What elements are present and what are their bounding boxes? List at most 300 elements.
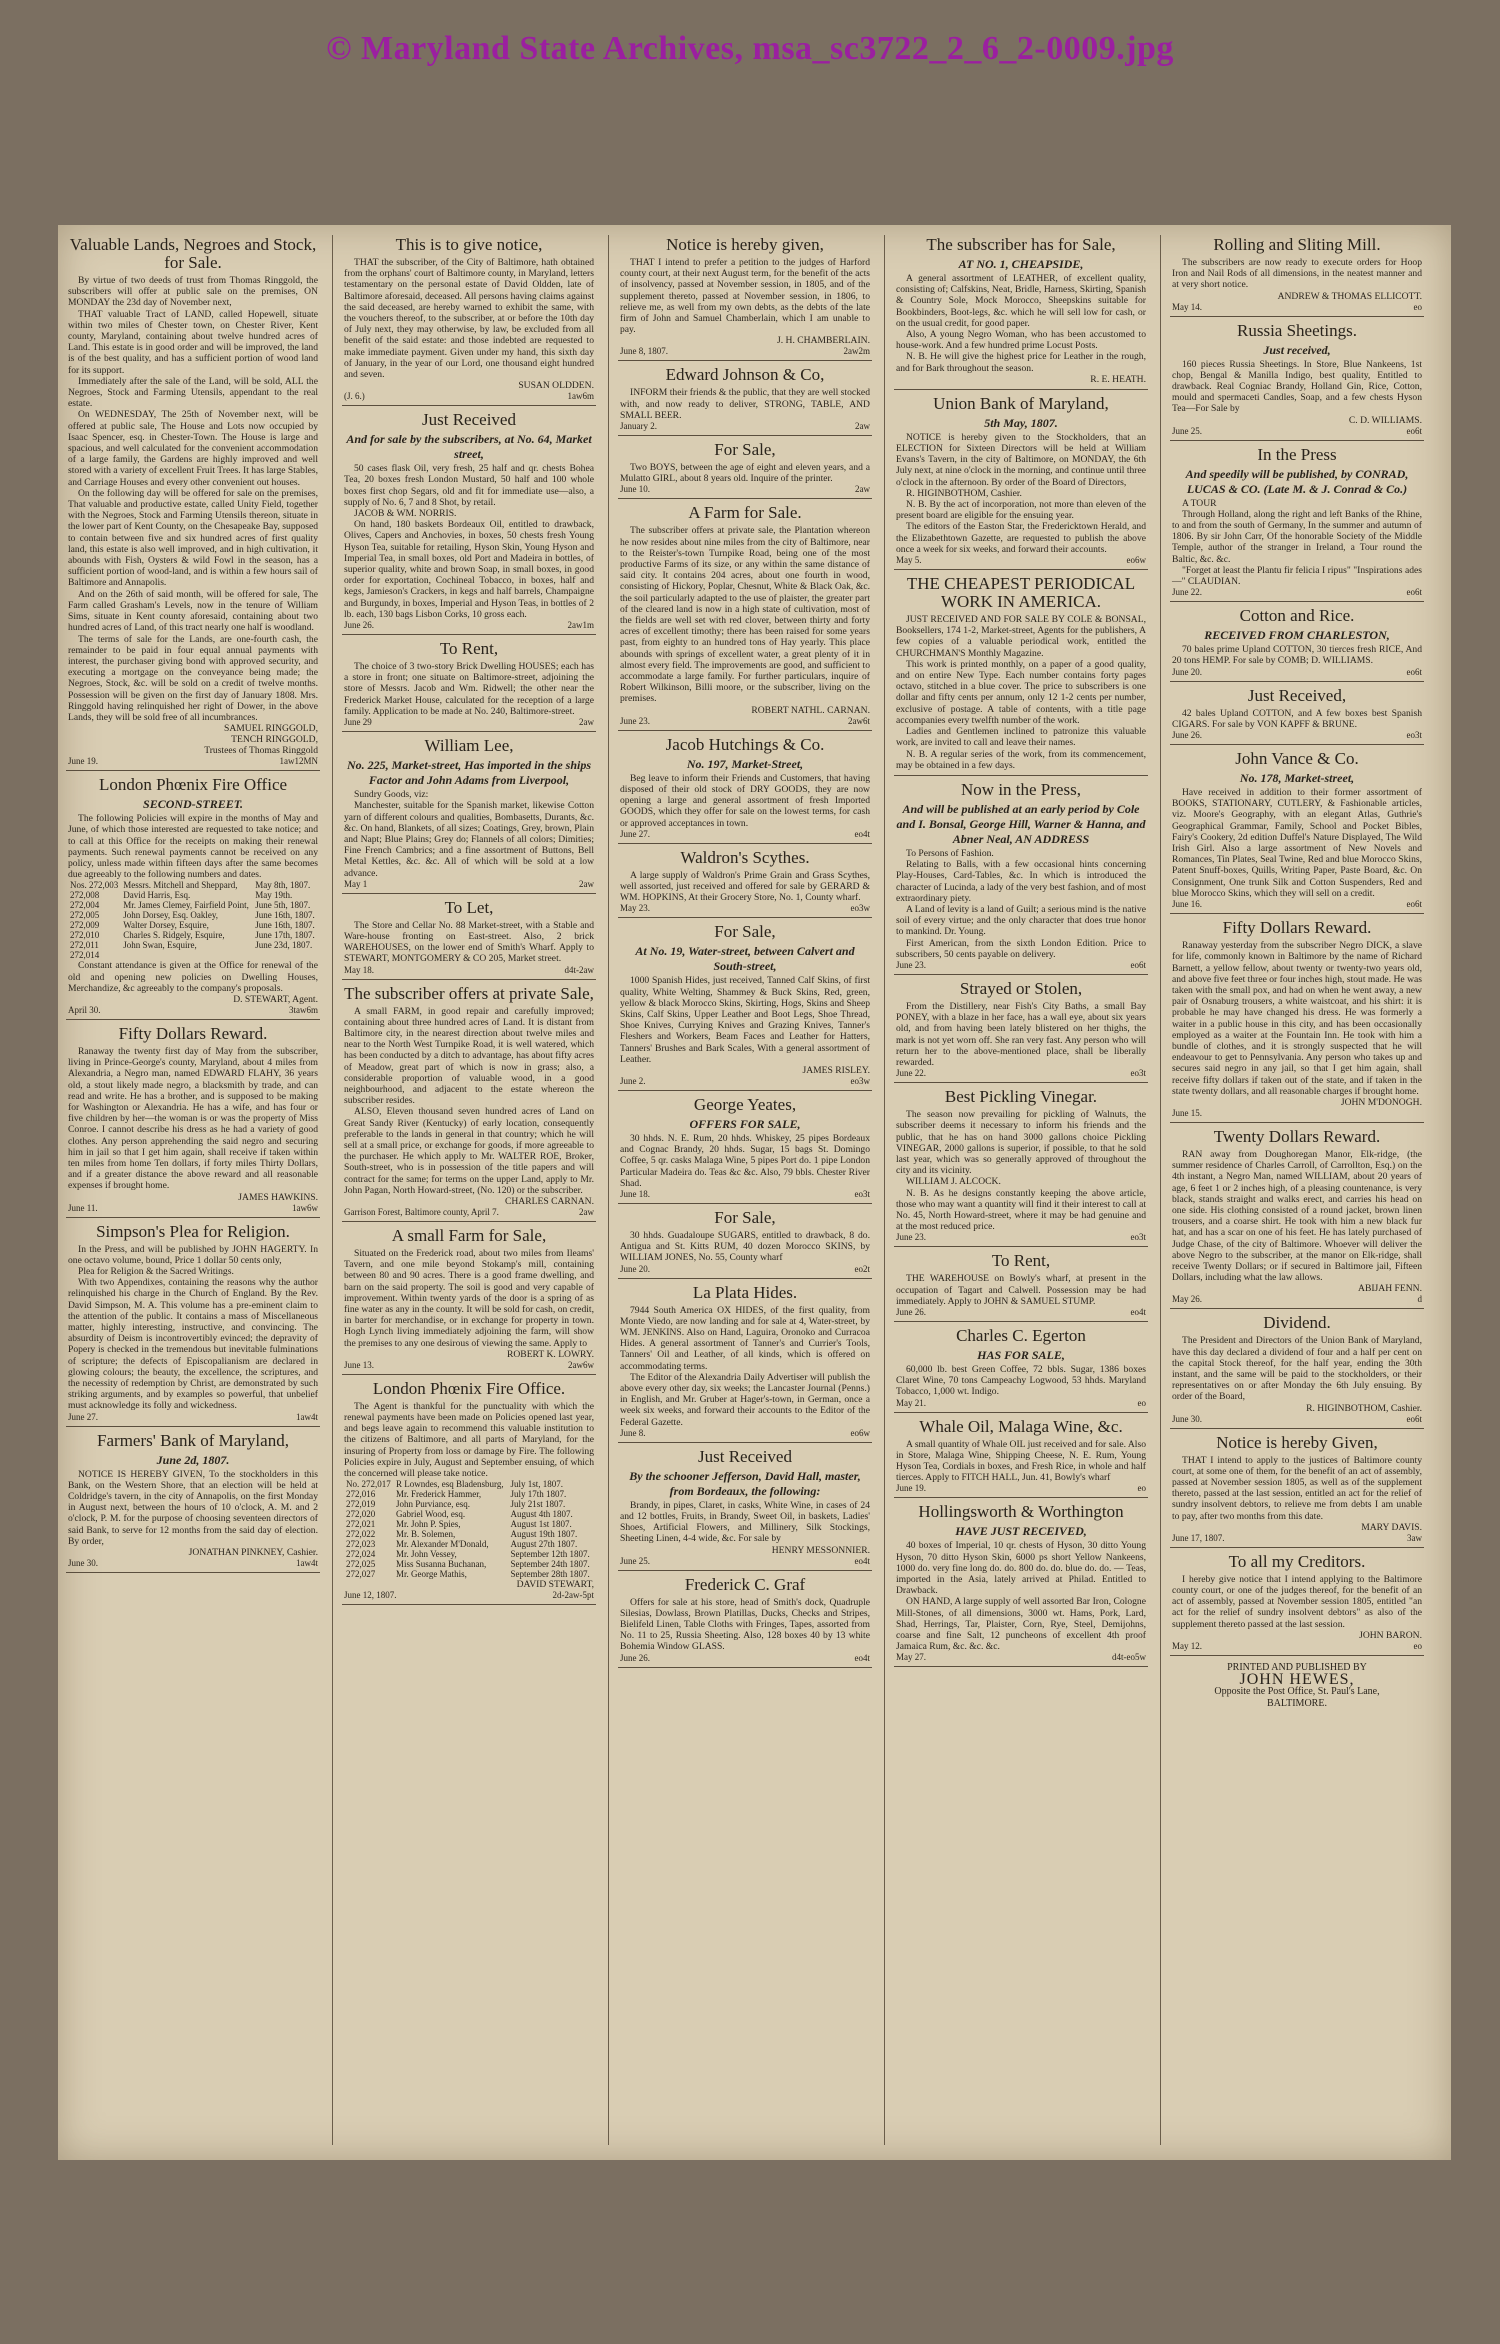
ad-title: John Vance & Co. (1235, 749, 1359, 769)
ad-paragraph: And on the 26th of said month, will be offered for sale, The Farm called Grasham's Levels, now in the tenure of William Sims, situate in Kent county aforesaid, containing about two hundred acres of Land, of this tract nearly one half is woodland. (68, 588, 318, 634)
ad-paragraph: A TOUR (1182, 497, 1217, 509)
ad-subtitle: SECOND-STREET. (143, 797, 243, 812)
advertisement (618, 1091, 872, 1204)
ad-date: May 5. (896, 555, 922, 566)
advertisement (342, 635, 596, 732)
advertisement (66, 1020, 320, 1218)
advertisement (66, 231, 320, 771)
advertisement (894, 776, 1148, 975)
ad-title: For Sale, (714, 922, 776, 942)
ad-date: (J. 6.) (344, 391, 365, 402)
ad-footer (896, 1307, 1146, 1317)
ad-title: Valuable Lands, Negroes and Stock, for Sale. (69, 235, 317, 272)
ad-insertion-code: eo3t (1406, 730, 1422, 741)
ad-title: For Sale, (714, 440, 776, 460)
ad-insertion-code: eo6t (1406, 899, 1422, 910)
ad-paragraph: Two BOYS, between the age of eight and eleven years, and a Mulatto GIRL, about 8 years old. Inquire of the printer. (620, 462, 870, 485)
ad-paragraph: A Land of levity is a land of Guilt; a serious mind is the native soil of every virtue; and the only character that does true honor to mankind. Dr. Young. (896, 903, 1146, 938)
ad-paragraph: "Forget at least the Plantu fir felicia I ripus" "Inspirations ades—" CLAUDIAN. (1172, 564, 1422, 588)
table-cell: May 8th, 1807. (255, 880, 311, 891)
ad-paragraph: JACOB & WM. NORRIS. (354, 508, 457, 520)
ad-paragraph: NOTICE is hereby given to the Stockholders, that an ELECTION for Sixteen Directors will be held at William Evans's Tavern, in the city of Baltimore, on MONDAY, the 6th July next, at nine o'clock in the morning, and continue until three o'clock in the afternoon. By order of the Board of Directors, (896, 431, 1146, 488)
ad-date: May 26. (1172, 1294, 1202, 1305)
ad-footer (1172, 1108, 1422, 1118)
advertisement (618, 361, 872, 436)
ad-date: January 2. (620, 421, 657, 432)
table-row (68, 920, 318, 930)
ad-date: May 18. (344, 964, 374, 975)
advertisement (66, 1218, 320, 1427)
ad-paragraph: A small FARM, in good repair and carefully improved; containing about three hundred acres of Land. It is distant from Baltimore city, in the nearest direction about twelve miles and near to the North West Turnpike Road, it is well watered, which has been conducted by a ditch to advantage, has about fifty acres of Meadow, great part of which is now in grass; also, a considerable proportion of valuable wood, in a good neighbourhood, and adjacent to the estate whereon the subscriber resides. (344, 1005, 594, 1107)
advertisement (66, 1427, 320, 1573)
ad-insertion-code: eo (1137, 1483, 1146, 1494)
table-row (68, 910, 318, 920)
ad-title: Just Received (422, 410, 516, 430)
ad-title: Whale Oil, Malaga Wine, &c. (919, 1416, 1123, 1436)
ad-footer (68, 1203, 318, 1213)
ad-date: June 15. (1172, 1107, 1202, 1118)
ad-insertion-code: 2aw (855, 484, 870, 495)
table-cell: Mr. B. Solemen, (396, 1529, 456, 1540)
ad-paragraph: A general assortment of LEATHER, of excellent quality, consisting of; Calfskins, Neat, Bridle, Harness, Skirting, Spanish & Country Sole, Mock Morocco, Sheepskins suitable for Bookbinders, Boot-legs, &c. which he will sell low for cash, or on the usual credit, for good paper. (896, 273, 1146, 329)
table-cell: July 17th 1807. (510, 1489, 567, 1500)
advertisement (618, 731, 872, 844)
advertisement (1170, 914, 1424, 1123)
ad-date: May 23. (620, 903, 650, 914)
column-3 (618, 231, 872, 2151)
ad-paragraph: 40 boxes of Imperial, 10 qr. chests of Hyson, 30 ditto Young Hyson, 70 ditto Hyson Skin, 6000 ps short Yellow Nankeens, 1000 do. very fine long do. do. 800 do. do. blue do. do. — Teas, imported in the Asia, lately arrived at Philad. Entitled to Drawback. (896, 1540, 1146, 1597)
ad-subtitle: At No. 19, Water-street, between Calvert and South-street, (635, 944, 855, 974)
ad-paragraph: On the following day will be offered for sale on the premises, That valuable and productive estate, called Unity Field, together with the Negroes, Stock and Farming Utensils thereon, situate in the lower part of Kent County, on the Chesapeake Bay, supposed to contain between five and six hundred acres of first quality land, this estate is also well improved, and in high cultivation, it abounds with Fish, Oysters & wild Fowl in the season, has a sufficient portion of wood-land, and is within a few hours sail of Baltimore and Annapolis. (68, 487, 318, 589)
table-row (344, 1539, 594, 1549)
ad-paragraph: Constant attendance is given at the Office for renewal of the old and opening new policies on Dwelling Houses, Merchandize, &c agreeably to the company's proposals. (68, 960, 318, 994)
column-rule (608, 235, 609, 2145)
ad-paragraph: The Agent is thankful for the punctuality with which the renewal payments have been made on Policies opened last year, and begs leave again to recommend this valuable institution to the citizens of Baltimore, and all parts of Maryland, for the insuring of Property from loss or damage by Fire. The following Policies expire in July, August and September ensuing, of which the concerned will please take notice. (344, 1400, 594, 1480)
ad-title: Dividend. (1263, 1313, 1331, 1333)
ad-title: London Phœnix Fire Office. (372, 1378, 566, 1398)
column-rule (884, 235, 885, 2145)
table-row (68, 890, 318, 900)
ad-paragraph: I hereby give notice that I intend applying to the Baltimore county court, or one of the judges thereof, for the benefit of an act of assembly, passed at November session 1805, entitled "an act for the relief of sundry insolvent debtors" as also of the supplement thereto passed at the last session. (1172, 1573, 1422, 1630)
table-cell: 272,022 (346, 1529, 376, 1540)
ad-title: George Yeates, (693, 1094, 797, 1114)
ad-insertion-code: d4t-2aw (564, 964, 594, 975)
ad-date: June 23. (620, 715, 650, 726)
ad-paragraph: On WEDNESDAY, The 25th of November next, will be offered at public sale, The House and Lots now occupied by Isaac Spencer, esq. in Chester-Town. The House is large and spacious, and well calculated for the convenient accommodation of a large family, the Gardens are highly improved and well stored with a variety of excellent Fruit Trees. It has large Stables, and Carriage Houses and every other convenient out houses. (68, 409, 319, 488)
table-cell: Mr. John Vessey, (396, 1549, 457, 1560)
ad-date: June 13. (344, 1359, 374, 1370)
ad-insertion-code: eo6t (1406, 1413, 1422, 1424)
ad-subtitle: No. 225, Market-street, Has imported in the ships Factor and John Adams from Liverpool, (346, 758, 591, 788)
ad-title: Charles C. Egerton (956, 1326, 1086, 1345)
ad-insertion-code: eo6w (850, 1427, 870, 1438)
ad-insertion-code: eo6t (1130, 959, 1146, 970)
ad-footer (1172, 899, 1422, 909)
ad-title: Notice is hereby given, (666, 235, 824, 254)
advertisement (66, 771, 320, 1020)
ad-signature: ROBERT NATHL. CARNAN. (751, 704, 870, 716)
ad-footer (344, 1360, 594, 1370)
table-cell: July 21st 1807. (510, 1499, 566, 1510)
ad-footer (1172, 1414, 1422, 1424)
ad-paragraph: ON HAND, A large supply of well assorted Bar Iron, Cologne Mill-Stones, of all dimensions, 3000 wt. Hams, Pork, Lard, Shad, Herrings, Tar, Plaister, Corn, Rye, Steel, Demijohns, coarse and fine Salt, 12 puncheons of excellent 4th proof Jamaica Rum, &c. &c. &c. (896, 1596, 1146, 1653)
ad-footer (344, 1590, 594, 1600)
advertisement (618, 918, 872, 1091)
ad-paragraph: 42 bales Upland COTTON, and A few boxes best Spanish CIGARS. For sale by VON KAPFF & BRUNE. (1172, 707, 1422, 730)
table-cell: Mr. Alexander M'Donald, (396, 1539, 489, 1550)
ad-insertion-code: 3aw (1407, 1532, 1422, 1543)
ad-paragraph: Plea for Religion & the Sacred Writings. (78, 1266, 234, 1277)
ad-signature: DAVID STEWART, (516, 1579, 594, 1591)
table-cell: September 28th 1807. (510, 1569, 590, 1580)
table-cell (253, 950, 318, 960)
ad-insertion-code: eo4t (1130, 1307, 1146, 1317)
ad-paragraph: 1000 Spanish Hides, just received, Tanned Calf Skins, of first quality, White Welting, Shammey & Buck Skins, Red, green, yellow & black Morocco Skins, Skirting, Hogs, Skins and Sheep Skins, Calf Skins, Upper Leather and Boot Legs, Shoe Thread, Shoe Knives, Currying Knives and Grazing Knives, Tanner's Fleshers and Workers, Beam Faces and Leather for Hatters, Tanners' Brushes and Bark Scales, With a general assortment of Leather. (620, 975, 870, 1065)
ad-title: For Sale, (714, 1207, 776, 1227)
ad-signature: ABIJAH FENN. (1358, 1283, 1422, 1295)
ad-paragraph: Immediately after the sale of the Land, will be sold, ALL the Negroes, Stock and Farming Utensils, appendant to the real estate. (68, 375, 318, 410)
ad-insertion-code: eo4t (854, 828, 870, 839)
ad-paragraph: Beg leave to inform their Friends and Customers, that having disposed of their old stock of DRY GOODS, they are now opening a large and general assortment of fresh Imported GOODS, which they offer for sale on the lowest terms, for cash or approved acceptances in town. (620, 772, 870, 829)
table-row (344, 1479, 594, 1489)
ad-date: June 20. (620, 1263, 650, 1274)
ad-footer (1172, 426, 1422, 436)
ad-insertion-code: d4t-eo5w (1112, 1652, 1146, 1663)
ad-date: June 27. (620, 828, 650, 839)
ad-date: June 11. (68, 1202, 98, 1213)
ad-signature: SUSAN OLDDEN. (518, 380, 594, 392)
ad-signature: R. HIGINBOTHOM, Cashier. (1306, 1402, 1422, 1414)
policy-table (68, 880, 318, 960)
imprint-line: Opposite the Post Office, St. Paul's Lane, (1214, 1685, 1380, 1697)
ad-paragraph: A small quantity of Whale OIL just received and for sale. Also in Store, Malaga Wine, Shipping Cheese, N. E. Rum, Young Hyson Tea, Cordials in boxes, and Fresh Rice, in whole and half tierces. Apply to FITCH HALL, Jun. 41, Bowly's wharf (896, 1438, 1146, 1484)
ad-date: June 30. (1172, 1413, 1202, 1424)
ad-title: William Lee, (424, 736, 514, 756)
ad-title: La Plata Hides. (692, 1282, 798, 1302)
imprint-publisher: JOHN HEWES, (1239, 1670, 1355, 1688)
table-cell: Mr. James Clemey, Fairfield Point, (123, 900, 249, 911)
ad-footer (620, 346, 870, 356)
table-cell: 272,020 (346, 1509, 376, 1520)
ad-paragraph: R. HIGINBOTHOM, Cashier. (906, 487, 1022, 499)
ad-insertion-code: 2aw1m (567, 620, 594, 631)
ad-footer (896, 555, 1146, 565)
ad-title: To all my Creditors. (1228, 1551, 1366, 1571)
ad-subtitle: No. 178, Market-street, (1239, 771, 1355, 786)
ad-paragraph: THAT I intend to apply to the justices of Baltimore county court, at some one of them, for the benefit of an act of assembly, passed at November session 1805, as well as of the supplement thereto, passed at the last session, entitled an act for the relief of sundry insolvent debtors, to relieve me from debts I am unable to pay, after two months from this date. (1172, 1454, 1422, 1522)
ad-signature: JONATHAN PINKNEY, Cashier. (188, 1547, 318, 1559)
ad-paragraph: A large supply of Waldron's Prime Grain and Grass Scythes, well assorted, just received and offered for sale by GERARD & WM. HOPKINS, At their Grocery Store, No. 1, County wharf. (620, 869, 870, 904)
advertisement (1170, 1429, 1424, 1548)
ad-signature: CHARLES CARNAN. (504, 1195, 594, 1207)
ad-paragraph: The choice of 3 two-story Brick Dwelling HOUSES; each has a store in front; one situate on Baltimore-street, adjoining the store of Messrs. Jacob and Wm. Ridwell; the other near the Frederick Market House, calculated for the reception of a large family. Application to be made at No. 240, Baltimore-street. (344, 661, 594, 717)
table-cell: Mr. George Mathis, (396, 1569, 467, 1580)
advertisement (894, 1413, 1148, 1499)
ad-footer (896, 1652, 1146, 1662)
ad-title: Notice is hereby Given, (1216, 1432, 1378, 1452)
ad-signature: SAMUEL RINGGOLD, (224, 723, 318, 735)
table-row (68, 900, 318, 910)
table-cell: August 19th 1807. (510, 1529, 578, 1540)
ad-date: June 29 (344, 717, 372, 728)
advertisement (618, 844, 872, 919)
ad-signature: Trustees of Thomas Ringgold (204, 745, 318, 757)
ad-insertion-code: 2aw (579, 717, 594, 728)
ad-subtitle: By the schooner Jefferson, David Hall, master, from Bordeaux, the following: (629, 1468, 861, 1498)
advertisement (894, 1498, 1148, 1667)
ad-date: April 30. (68, 1004, 101, 1015)
ad-insertion-code: eo6t (1406, 587, 1422, 598)
table-cell: 272,021 (346, 1519, 376, 1530)
ad-footer (620, 716, 870, 726)
ad-paragraph: The following Policies will expire in the months of May and June, of which those interested are requested to take notice; and to call at this Office for the receipts on making their renewal payments. Such renewal payments cannot be received on any policy, unless made within fifteen days after the same becomes due agreeably to the following numbers and dates. (68, 813, 318, 881)
ad-paragraph: WILLIAM J. ALCOCK. (906, 1176, 1001, 1188)
ad-title: The subscriber has for Sale, (926, 235, 1116, 254)
ad-title: Cotton and Rice. (1239, 606, 1355, 626)
ad-title: Russia Sheetings. (1237, 320, 1357, 340)
ad-footer (1172, 587, 1422, 597)
ad-footer (68, 1412, 318, 1422)
ad-insertion-code: eo6t (1406, 425, 1422, 436)
ad-subtitle: OFFERS FOR SALE, (689, 1116, 801, 1131)
ad-footer (896, 1483, 1146, 1493)
ad-title: Waldron's Scythes. (680, 847, 810, 867)
ad-title: Just Received, (1247, 685, 1347, 705)
table-cell: 272,009 (70, 920, 100, 931)
ad-footer (1172, 1533, 1422, 1543)
table-cell: David Harris, Esq. (123, 890, 191, 901)
table-cell: 272,004 (70, 900, 100, 911)
ad-title: This is to give notice, (395, 235, 543, 254)
ad-footer (344, 965, 594, 975)
ad-footer (620, 484, 870, 494)
ad-date: May 1 (344, 878, 368, 889)
column-rule (332, 235, 333, 2145)
ad-insertion-code: 1aw4t (296, 1411, 318, 1422)
ad-paragraph: Manchester, suitable for the Spanish market, likewise Cotton yarn of different colours and qualities, Bombasetts, Durants, &c. &c. On hand, Blankets, of all sizes; Coatings, Grey, brown, Plain and Napt; Blue Plains; Grey do; Flannels of all colors; Dimities; Fine French Cambrics; and a fine assortment of Buttons, Bell Metal Kettles, &c. &c. All of which will be sold at a low advance. (344, 800, 594, 879)
ad-paragraph: THAT the subscriber, of the City of Baltimore, hath obtained from the orphans' court of Baltimore county, in Maryland, letters testamentary on the personal estate of David Oldden, late of Baltimore aforesaid, deceased. All persons having claims against the said deceased, are hereby warned to exhibit the same, with the vouchers thereof, to the subscriber, at or before the 10th day of July next, they may otherwise, by law, be excluded from all benefit of the said estate: and those indebted are requested to make immediate payment. Given under my hand, this sixth day of January, in the year of our Lord, one thousand eight hundred and seven. (344, 257, 594, 381)
ad-footer (344, 391, 594, 401)
advertisement (1170, 231, 1424, 317)
ad-paragraph: 160 pieces Russia Sheetings. In Store, Blue Nankeens, 1st chop, Bengal & Manilla Indigo, best quality, Entitled to drawback. Real Cogniac Brandy, Holland Gin, Rice, Cotton, mould and spermaceti Candles, Soap, and a few chests Hyson Tea—For Sale by (1172, 358, 1422, 415)
ad-signature: HENRY MESSONNIER. (771, 1544, 870, 1556)
ad-paragraph: The terms of sale for the Lands, are one-fourth cash, the remainder to be paid in four equal annual payments with interest, the purchaser giving bond with approved security, and executing a mortgage on the conveyance being made; the Negroes, Stock, &c. will be sold on a credit of twelve months. Possession will be given on the first day of January 1808. Mrs. Ringgold having relinquished her right of Dower, in the above Lands, they will be sold free of all incumbrances. (68, 633, 318, 723)
ad-subtitle: 5th May, 1807. (984, 415, 1058, 430)
ad-signature: C. D. WILLIAMS. (1348, 414, 1422, 426)
table-cell: 272,008 (70, 890, 100, 901)
ad-paragraph: The season now prevailing for pickling of Walnuts, the subscriber deems it necessary to inform his friends and the public, that he has on hand 3000 gallons choice Pickling VINEGAR, 2000 gallons is superior, if possible, to that he sold last year, which was so generally approved of throughout the city and its vicinity. (896, 1109, 1146, 1177)
advertisement (342, 980, 596, 1222)
ad-paragraph: The Editor of the Alexandria Daily Advertiser will publish the above every other day, six weeks; the Lancaster Journal (Penns.) in English, and Mr. Gruber at Hager's-town, in German, once a week six weeks, and forward their accounts to the Editor of the Federal Gazette. (620, 1371, 870, 1428)
ad-paragraph: 7944 South America OX HIDES, of the first quality, from Monte Viedo, are now landing and for sale at 4, Water-street, by WM. JENKINS. Also on Hand, Laguira, Oronoko and Curracoa Hides. A general assortment of Tanner's and Currier's Tools, Tanners' Oil and Leather, of all kinds, which is offered on accommodating terms. (620, 1304, 870, 1372)
ad-insertion-code: eo (1413, 1640, 1422, 1651)
ad-date: June 16. (1172, 899, 1202, 910)
ad-date: June 18. (620, 1188, 650, 1199)
ad-date: June 23. (896, 959, 926, 970)
table-cell: 272,025 (346, 1559, 376, 1570)
table-cell: June 16th, 1807. (255, 910, 315, 921)
ad-date: May 27. (896, 1652, 926, 1663)
ad-date: June 22. (1172, 587, 1202, 598)
ad-paragraph: Brandy, in pipes, Claret, in casks, White Wine, in cases of 24 and 12 bottles, Fruits, in Brandy, Sweet Oil, in baskets, Ladies' Shoes, Artificial Flowers, and Millinery, Silk Stockings, Sheeting Linen, 4-4 wide, &c. For sale by (620, 1499, 870, 1545)
ad-title: Union Bank of Maryland, (933, 393, 1109, 413)
advertisement (618, 1443, 872, 1571)
table-cell: Gabriel Wood, esq. (396, 1509, 466, 1520)
ad-signature: ROBERT K. LOWRY. (506, 1348, 594, 1360)
table-cell: 272,019 (346, 1499, 376, 1510)
ad-insertion-code: eo3t (1130, 1232, 1146, 1243)
ad-paragraph: Ranaway the twenty first day of May from the subscriber, living in Prince-George's county, Maryland, about 4 miles from Alexandria, a Negro man, named EDWARD FLAHY, 36 years old, a stout likely made negro, a blacksmith by trade, and can read and write. He has a brother, and is supposed to be making for Washington or Alexandria. He has a wife, and has four or five children by her—the woman is or was the property of Miss Conroe. I cannot describe his dress as he had a variety of good clothes. Any person apprehending the said negro and securing him in jail so that I get him again, shall receive if taken within ten miles from home Ten dollars, if forty miles Thirty Dollars, and if a greater distance the above reward and all reasonable expenses if brought home. (68, 1045, 318, 1192)
advertisement (342, 894, 596, 980)
ad-date: May 12. (1172, 1640, 1202, 1651)
table-cell: John Swan, Esquire, (123, 940, 197, 951)
ad-footer (896, 1398, 1146, 1408)
ad-insertion-code: eo4t (854, 1555, 870, 1566)
ad-date: June 19. (68, 756, 98, 767)
ad-footer (1172, 302, 1422, 312)
table-cell: September 12th 1807. (510, 1549, 590, 1560)
table-row (68, 880, 318, 890)
table-cell: Miss Susanna Buchanan, (396, 1559, 487, 1570)
ad-footer (620, 829, 870, 839)
table-cell: No. 272,017 (346, 1479, 391, 1490)
printer-imprint (1170, 1656, 1424, 1710)
advertisement (342, 732, 596, 894)
ad-date: June 25. (620, 1555, 650, 1566)
ad-date: June 25. (1172, 425, 1202, 436)
ad-title: Now in the Press, (961, 779, 1081, 799)
ad-date: June 2. (620, 1075, 646, 1086)
ad-subtitle: AT NO. 1, CHEAPSIDE, (958, 257, 1084, 271)
advertisement (342, 1222, 596, 1375)
column-2 (342, 231, 596, 2151)
ad-footer (620, 1264, 870, 1274)
ad-paragraph: THAT I intend to prefer a petition to the judges of Harford county court, at their next August term, for the benefit of the acts of insolvency, passed at November session, in 1805, and of the supplement thereto, passed at November session, in 1806, to relieve me, as well from my own debts, as the debts of the late firm of John and Samuel Chamberlain, which I am unable to pay. (620, 257, 870, 336)
advertisement (894, 1083, 1148, 1247)
advertisement (894, 1247, 1148, 1322)
ad-date: June 26. (896, 1307, 926, 1317)
table-cell: 272,005 (70, 910, 100, 921)
ad-title: Best Pickling Vinegar. (944, 1087, 1098, 1107)
ad-footer (344, 620, 594, 630)
ad-title: THE CHEAPEST PERIODICAL WORK IN AMERICA. (906, 574, 1136, 612)
ad-subtitle: Just received, (1263, 342, 1331, 357)
ad-paragraph: 50 cases flask Oil, very fresh, 25 half and qr. chests Bohea Tea, 20 boxes fresh London Mustard, 50 half and 100 whole boxes first chop Segars, old and fit for immediate use—also, a supply of No. 6, 7 and 8 Shot, by retail. (344, 463, 594, 508)
ad-date: June 20. (1172, 666, 1202, 677)
ad-signature: ANDREW & THOMAS ELLICOTT. (1277, 290, 1422, 302)
table-cell: August 4th 1807. (510, 1509, 573, 1520)
ad-footer (1172, 1641, 1422, 1651)
ad-title: Hollingsworth & Worthington (918, 1502, 1124, 1522)
ad-paragraph: 30 hhds. Guadaloupe SUGARS, entitled to drawback, 8 do. Antigua and St. Kitts RUM, 40 dozen Morocco SKINS, by WILLIAM JONES, No. 55, County wharf (620, 1229, 870, 1264)
ad-paragraph: 70 bales prime Upland COTTON, 30 tierces fresh RICE, And 20 tons HEMP. For sale by COMB; D. WILLIAMS. (1172, 644, 1422, 667)
ad-paragraph: Offers for sale at his store, head of Smith's dock, Quadruple Silesias, Dowlass, Brown Platillas, Ducks, Checks and Stripes, Bielifeld Linen, Table Cloths with Fringes, Tapes, assorted from No. 11 to 25, Russia Sheeting. Also, 128 boxes 40 by 13 white Bohemia Window GLASS. (620, 1596, 870, 1653)
ad-title: Strayed or Stolen, (959, 978, 1083, 998)
advertisement (894, 570, 1148, 776)
table-cell: 272,016 (346, 1489, 376, 1500)
ad-title: Rolling and Sliting Mill. (1213, 235, 1381, 254)
imprint-line: PRINTED AND PUBLISHED BY (1227, 1661, 1367, 1673)
ad-title: Twenty Dollars Reward. (1213, 1126, 1381, 1146)
archive-watermark: © Maryland State Archives, msa_sc3722_2_6_2-0009.jpg (326, 30, 1174, 67)
table-cell: John Purviance, esq. (396, 1499, 471, 1510)
advertisement (342, 231, 596, 406)
ad-paragraph: JUST RECEIVED AND FOR SALE BY COLE & BONSAL, Booksellers, 174 1-2, Market-street, Agents for the publishers, A few copies of a valuable periodical work, entitled the CHURCHMAN'S Monthly Magazine. (896, 614, 1146, 659)
advertisement (1170, 1548, 1424, 1656)
ad-date: June 26. (1172, 730, 1202, 741)
ad-paragraph: THAT valuable Tract of LAND, called Hopewell, situate within two miles of Chester town, on Chester River, Kent county, Maryland, containing about twelve hundred acres of Land. This estate is in good order and will be improved, the land is of the best quality, and has a sufficient portion of wood land for its support. (68, 308, 318, 376)
advertisement (618, 1204, 872, 1279)
imprint-line: BALTIMORE. (1267, 1697, 1327, 1709)
table-cell: Nos. 272,003 (70, 880, 119, 891)
ad-signature: JOHN BARON. (1359, 1629, 1422, 1641)
ad-paragraph: Sundry Goods, viz: (354, 789, 429, 801)
table-row (344, 1559, 594, 1569)
ad-insertion-code: eo3w (850, 1075, 870, 1086)
ad-date: June 10. (620, 484, 650, 495)
ad-signature: JAMES HAWKINS. (238, 1191, 318, 1203)
ad-title: In the Press (1257, 444, 1337, 464)
ad-paragraph: Through Holland, along the right and left Banks of the Rhine, to and from the south of Germany, In the summer and autumn of 1806. By sir John Carr, Of the honorable Society of the Middle Temple, author of the stranger in Ireland, a Tour round the Baltic, &c. &c. (1172, 508, 1422, 565)
ad-date: June 26. (344, 620, 374, 631)
ad-title: Fifty Dollars Reward. (118, 1023, 268, 1043)
ad-paragraph: The editors of the Easton Star, the Fredericktown Herald, and the Elizabethtown Gazette, are requested to publish the above once a week for six weeks, and forward their accounts. (896, 521, 1146, 555)
advertisement (1170, 682, 1424, 745)
ad-date: June 27. (68, 1411, 98, 1422)
ad-paragraph: INFORM their friends & the public, that they are well stocked with, and now ready to deliver, STRONG, TABLE, AND SMALL BEER. (620, 387, 870, 421)
table-cell: May 19th. (255, 890, 293, 901)
column-4 (894, 231, 1148, 2151)
ad-title: Just Received (698, 1446, 792, 1466)
ad-insertion-code: 2aw6w (568, 1359, 594, 1370)
advertisement (342, 406, 596, 635)
ad-paragraph: N. B. By the act of incorporation, not more than eleven of the present board are eligible for the ensuing year. (896, 499, 1146, 522)
ad-footer (344, 1207, 594, 1217)
ad-date: June 12, 1807. (344, 1590, 397, 1601)
table-row (344, 1569, 594, 1579)
ad-footer (1172, 1294, 1422, 1304)
ad-date: June 22. (896, 1068, 926, 1079)
ad-insertion-code: d (1417, 1294, 1422, 1305)
table-row (344, 1519, 594, 1529)
ad-insertion-code: 1aw12MN (279, 756, 318, 767)
ad-date: June 30. (68, 1558, 98, 1569)
ad-footer (620, 1653, 870, 1663)
ad-date: June 26. (620, 1652, 650, 1663)
ad-paragraph: ALSO, Eleven thousand seven hundred acres of Land on Great Sandy River (Kentucky) of early location, consequently preferable to the lands in general in that country; which he will sell at a small price, or exchange for goods, if more agreeable to the purchaser. He which apply to Mr. WALTER ROE, Broker, South-street, who is in possession of the title papers and will contract for the same; for terms on the upper Land, apply to Mr. John Pagan, North Howard-street, (No. 120) or the subscriber. (344, 1106, 594, 1196)
ad-insertion-code: 1aw4t (296, 1558, 318, 1569)
ad-title: Farmers' Bank of Maryland, (97, 1430, 289, 1450)
ad-date: June 8, 1807. (620, 346, 668, 357)
table-cell: 272,011 (70, 940, 99, 951)
ad-date: June 17, 1807. (1172, 1532, 1225, 1543)
ad-paragraph: Have received in addition to their former assortment of BOOKS, STATIONARY, CUTLERY, & Fashionable articles, viz. Moore's Geography, with an elegant Atlas, Guthrie's Geographical Grammar, Family, School and Pocket Bibles, Fairy's Cookery, 2d edition Duffel's Nature Displayed, The Wild Irish Girl. Also a large assortment of New Novels and Romances, Tin Plates, Seal Twine, Red and blue Morocco Skins, Patent Snuff-boxes, Quills, Writing Paper, Paste Board, &c. On Consignment, One trunk Silk and Cotton Suspenders, Red and blue Morocco Skins, which they will sell on a credit. (1172, 787, 1422, 899)
ad-title: London Phœnix Fire Office (98, 775, 288, 795)
ad-footer (620, 1189, 870, 1199)
ad-paragraph: By virtue of two deeds of trust from Thomas Ringgold, the subscribers will offer at public sale on the premises, ON MONDAY the 23d day of November next, (68, 275, 318, 309)
table-cell: 272,010 (70, 930, 100, 941)
table-cell: August 27th 1807. (510, 1539, 578, 1550)
table-cell: June 17th, 1807. (255, 930, 315, 941)
table-cell: 272,024 (346, 1549, 376, 1560)
ad-subtitle: No. 197, Market-Street, (686, 756, 804, 771)
column-5 (1170, 231, 1424, 2151)
ad-footer (68, 1558, 318, 1568)
ad-subtitle: And for sale by the subscribers, at No. 64, Market street, (346, 432, 592, 462)
ad-paragraph: RAN away from Doughoregan Manor, Elk-ridge, (the summer residence of Charles Carroll, of Carrollton, Esq.) on the 4th instant, a Negro Man, named WILLIAM, about 20 years of age, 6 feet 1 or 2 inches high, of a pleasing countenance, is very black, stands straight and walks erect, and carries his head on one side. His clothing consisted of a round jacket, brown linen trousers, and a coarse shirt. He took with him a new black fur hat, and has a scar on one of his feet. He has lately purchased of Judge Chase, of the city of Baltimore. Whoever will deliver the above Negro to the subscriber, at the manor on Elk-ridge, shall receive Twenty Dollars; or if secured in Baltimore jail, Fifteen Dollars, including what the law allows. (1172, 1148, 1422, 1284)
table-cell: R Lowndes, esq Bladensburg, (396, 1479, 504, 1490)
ad-title: A Farm for Sale. (688, 503, 802, 523)
